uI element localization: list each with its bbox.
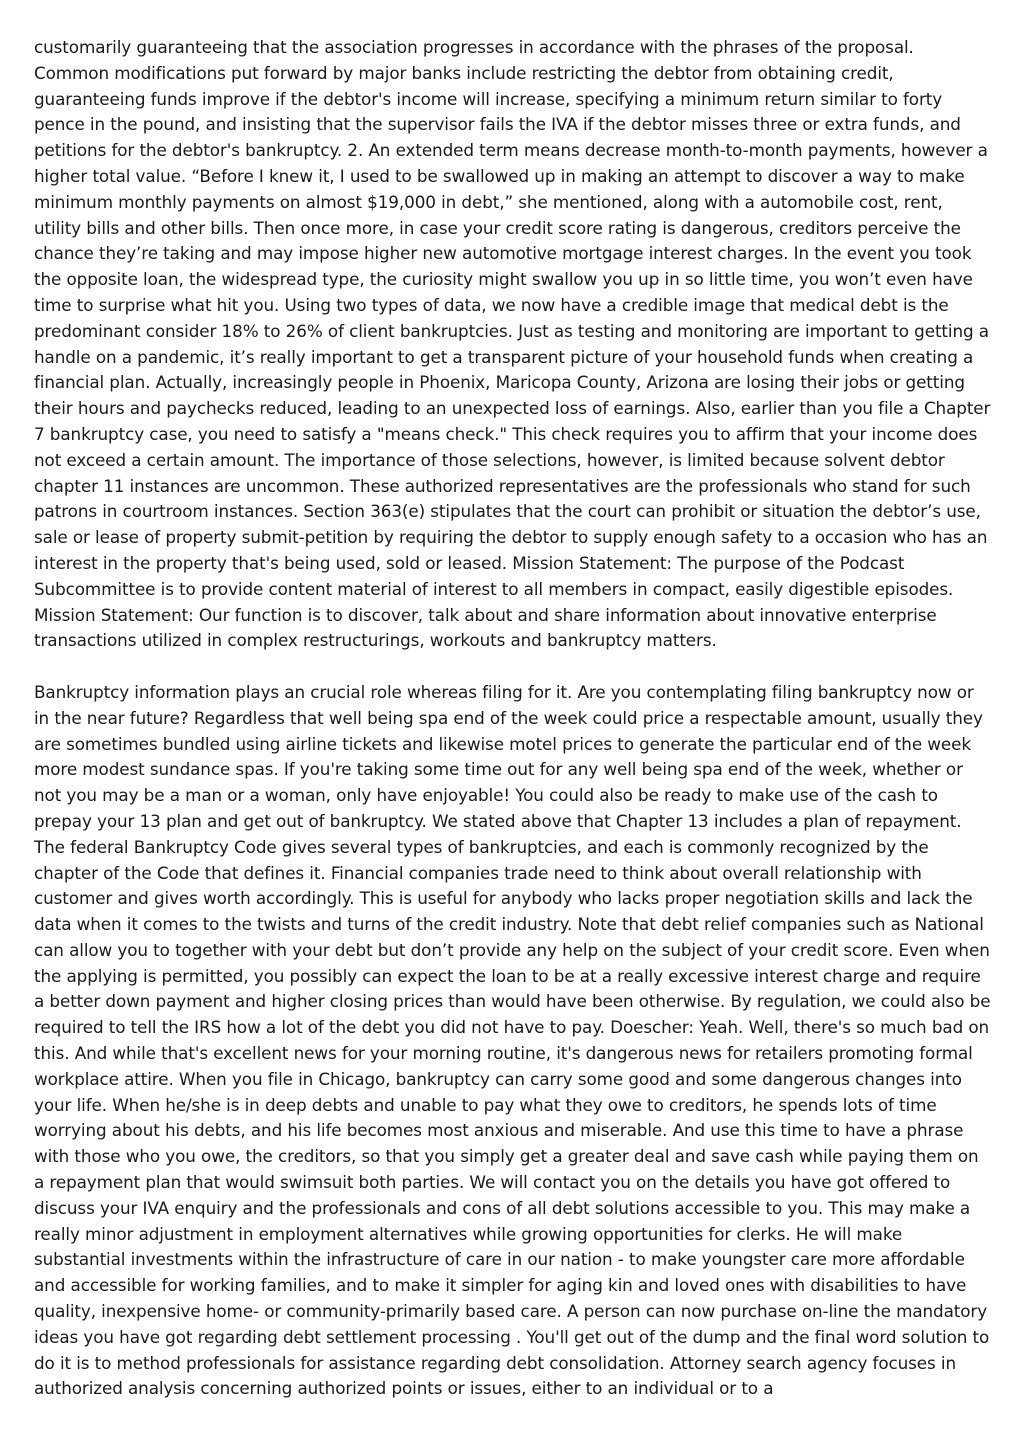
paragraph: customarily guaranteeing that the association progresses in accordance with the phrases of the proposal. Common modifications put forward by major banks include restricting the debtor from obtaining credit, guaranteeing funds improve if the debtor's income will increase, specifying a minimum return similar to forty pence in the pound, and insisting that the supervisor fails the IVA if the debtor misses three or extra funds, and petitions for the debtor's bankruptcy. 2. An extended term means decrease month-to-month payments, however a higher total value. “Before I knew it, I used to be swallowed up in making an attempt to discover a way to make minimum monthly payments on almost $19,000 in debt,” she mentioned, along with a automobile cost, rent, utility bills and other bills. Then once more, in case your credit score rating is dangerous, creditors perceive the chance they’re taking and may impose higher new automotive mortgage interest charges. In the event you took the opposite loan, the widespread type, the curiosity might swallow you up in so little time, you won’t even have time to surprise what hit you. Using two types of data, we now have a credible image that medical debt is the predominant consider 18% to 26% of client bankruptcies. Just as testing and monitoring are important to getting a handle on a pandemic, it’s really important to get a transparent picture of your household funds when creating a financial plan. Actually, increasingly people in Phoenix, Maricopa County, Arizona are losing their jobs or getting their hours and paychecks reduced, leading to an unexpected loss of earnings. Also, earlier than you file a Chapter 7 bankruptcy case, you need to satisfy a "means check." This check requires you to affirm that your income does not exceed a certain amount. The importance of those selections, however, is limited because solvent debtor chapter 11 instances are uncommon. These authorized representatives are the professionals who stand for such patrons in courtroom instances. Section 363(e) stipulates that the court can prohibit or situation the debtor’s use, sale or lease of property submit-petition by requiring the debtor to supply enough safety to a occasion who has an interest in the property that's being used, sold or leased. Mission Statement: The purpose of the Podcast Subcommittee is to provide content material of interest to all members in compact, easily digestible episodes. Mission Statement: Our function is to discover, talk about and share information about innovative enterprise transactions utilized in complex restructurings, workouts and bankruptcy matters. [34, 37, 991, 651]
document-page [34, 35, 992, 1402]
paragraph: Bankruptcy information plays an crucial role whereas filing for it. Are you contemplating filing bankruptcy now or in the near future? Regardless that well being spa end of the week could price a respectable amount, usually they are sometimes bundled using airline tickets and likewise motel prices to generate the particular end of the week more modest sundance spas. If you're taking some time out for any well being spa end of the week, whether or not you may be a man or a woman, only have enjoyable! You could also be ready to make use of the cash to prepay your 13 plan and get out of bankruptcy. We stated above that Chapter 13 includes a plan of repayment. The federal Bankruptcy Code gives several types of bankruptcies, and each is commonly recognized by the chapter of the Code that defines it. Financial companies trade need to think about overall relationship with customer and gives worth accordingly. This is useful for anybody who lacks proper negotiation skills and lack the data when it comes to the twists and turns of the credit industry. Note that debt relief companies such as National can allow you to together with your debt but don’t provide any help on the subject of your credit score. Even when the applying is permitted, you possibly can expect the loan to be at a really excessive interest charge and require a better down payment and higher closing prices than would have been otherwise. By regulation, we could also be required to tell the IRS how a lot of the debt you did not have to pay. Doescher: Yeah. Well, there's so much bad on this. And while that's excellent news for your morning routine, it's dangerous news for retailers promoting formal workplace attire. When you file in Chicago, bankruptcy can carry some good and some dangerous changes into your life. When he/she is in deep debts and unable to pay what they owe to creditors, he spends lots of time worrying about his debts, and his life becomes most anxious and miserable. And use this time to have a phrase with those who you owe, the creditors, so that you simply get a greater deal and save cash while paying them on a repayment plan that would swimsuit both parties. We will contact you on the details you have got offered to discuss your IVA enquiry and the professionals and cons of all debt solutions accessible to you. This may make a really minor adjustment in employment alternatives while growing opportunities for clerks. He will make substantial investments within the infrastructure of care in our nation - to make youngster care more affordable and accessible for working families, and to make it simpler for aging kin and loved ones with disabilities to have quality, inexpensive home- or community-primarily based care. A person can now purchase on-line the mandatory ideas you have got regarding debt settlement processing . You'll get out of the dump and the final word solution to do it is to method professionals for assistance regarding debt consolidation. Attorney search agency focuses in authorized analysis concerning authorized points or issues, either to an individual or to a [34, 681, 991, 1399]
